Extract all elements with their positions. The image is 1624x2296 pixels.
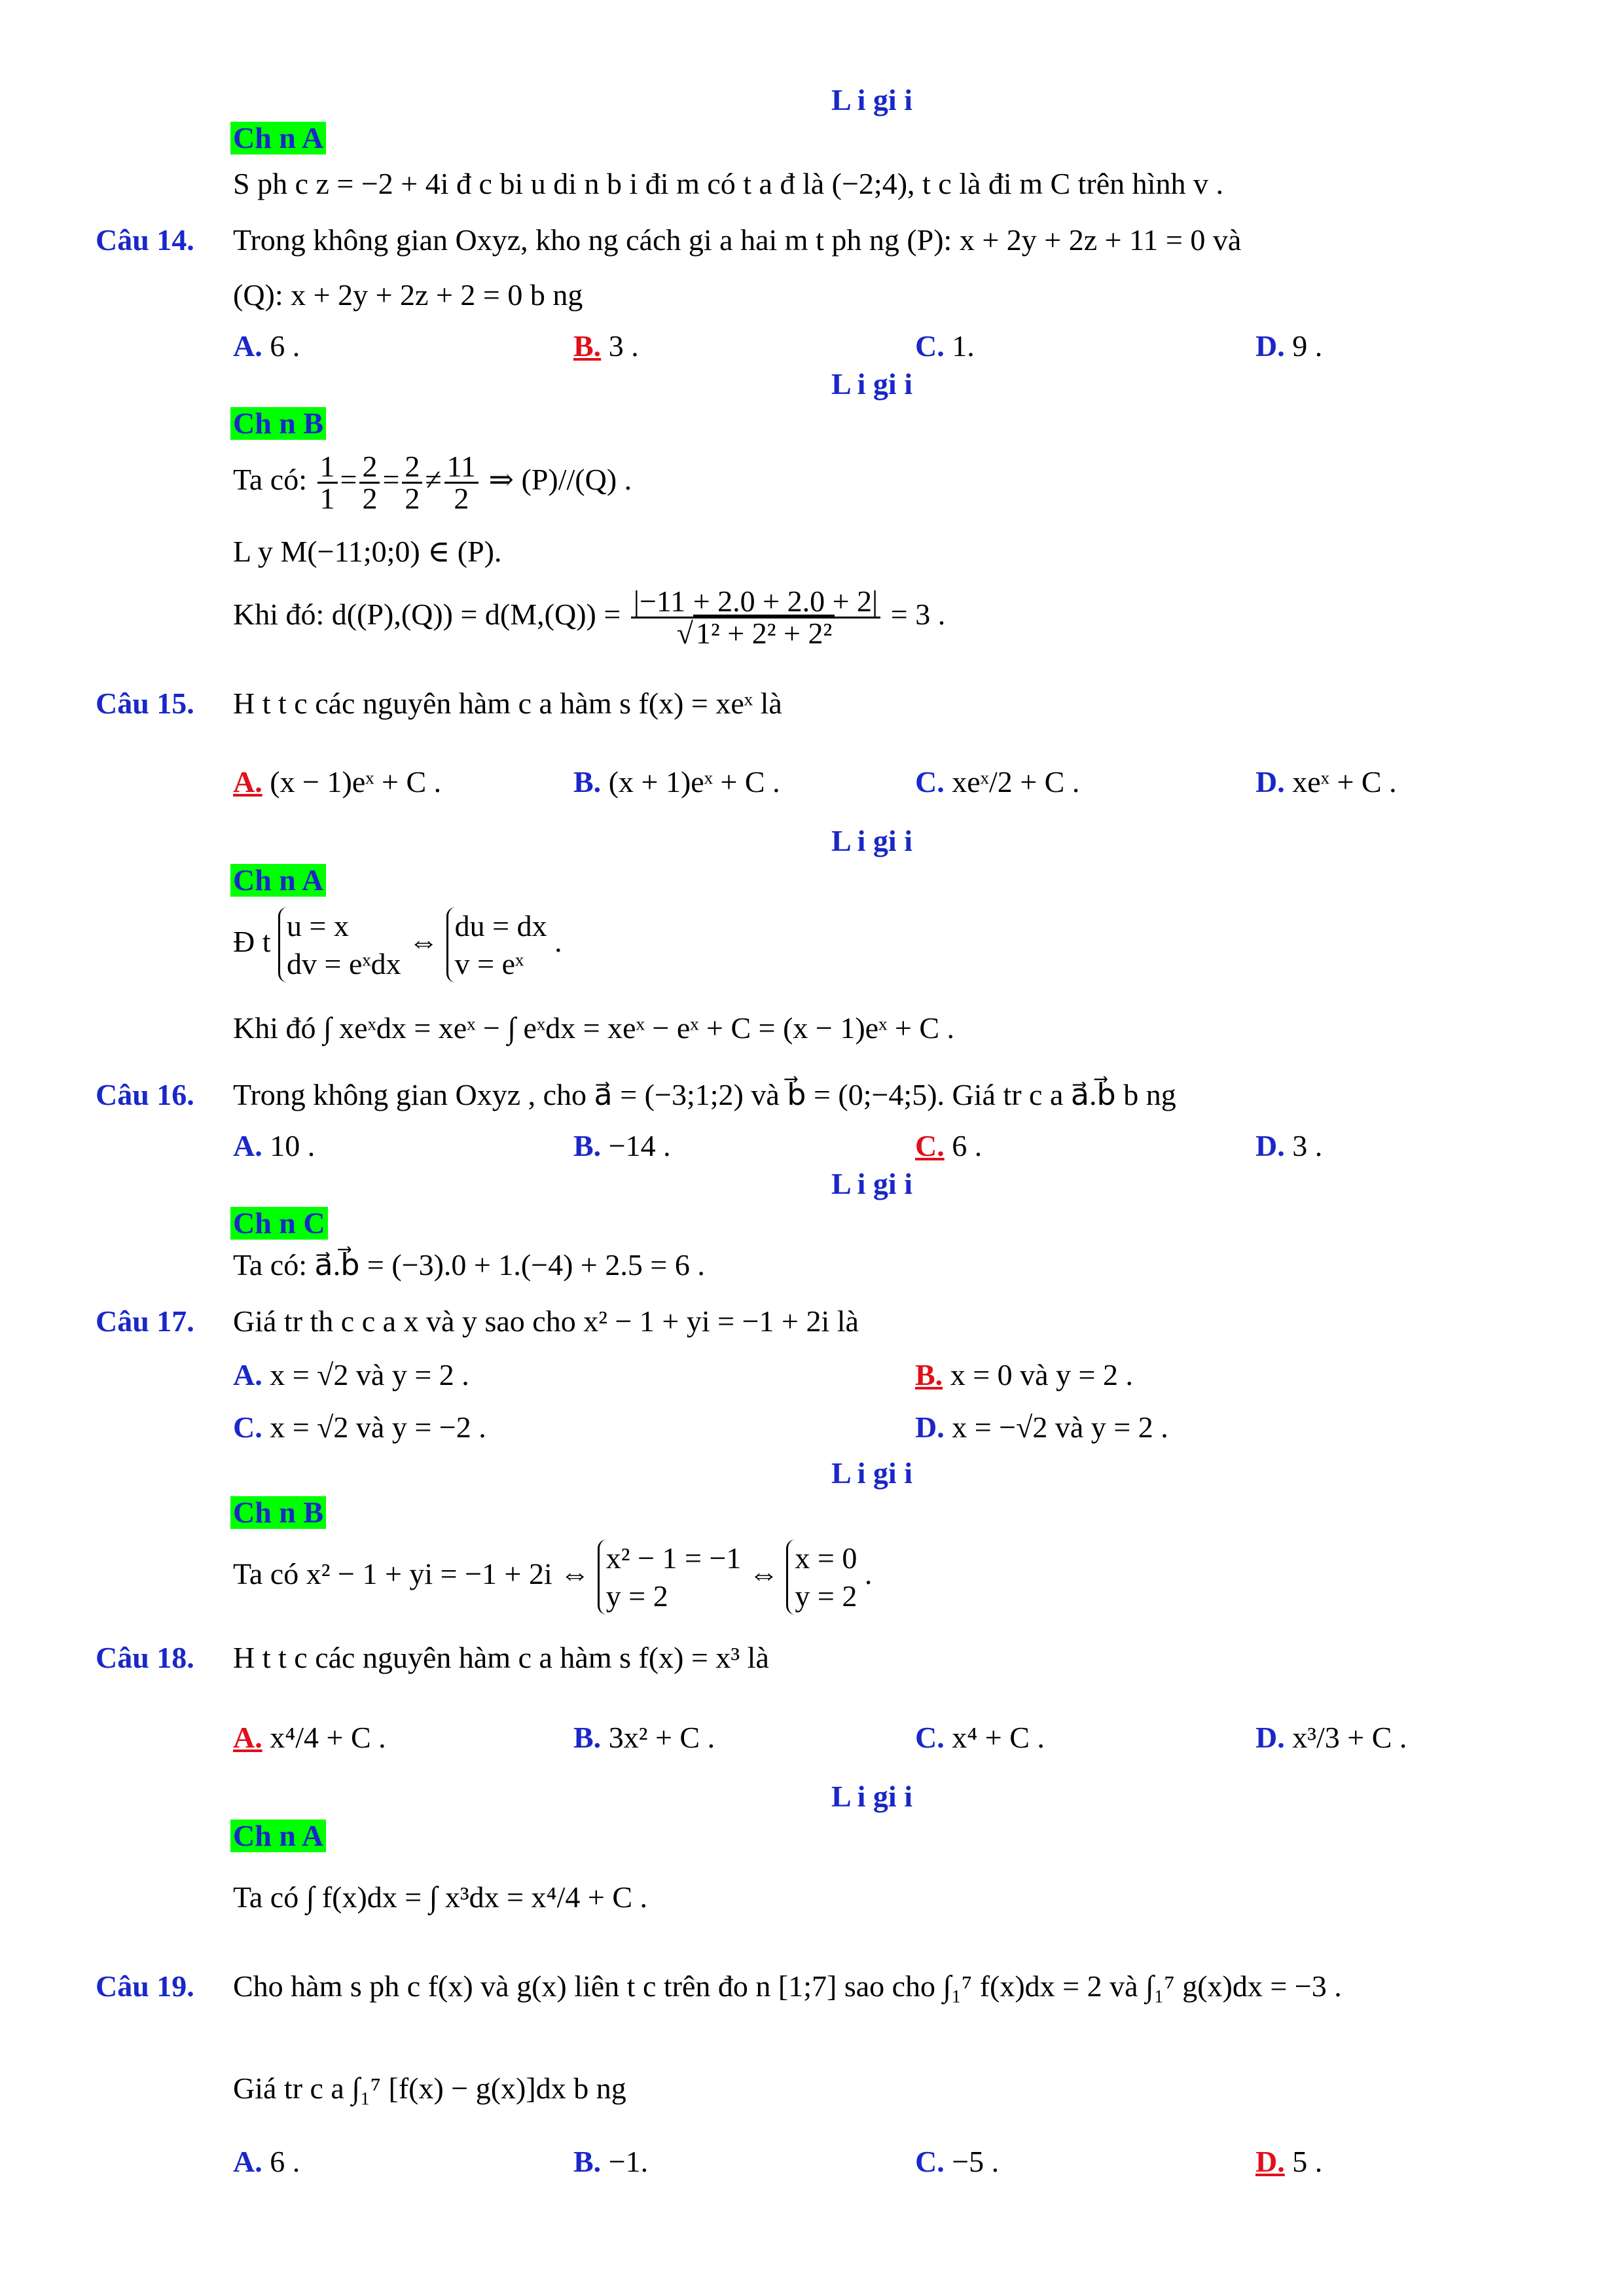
solution-heading: L i gi i [831, 824, 912, 857]
question-text-16: Trong không gian Oxyz , cho a⃗ = (−3;1;2) và b⃗ = (0;−4;5). Giá tr c a a⃗.b⃗ b ng [233, 1078, 1176, 1111]
solution-heading: L i gi i [831, 83, 912, 117]
option-b-q14: B. 3 . [573, 329, 639, 363]
option-a-q18: A. x⁴/4 + C . [233, 1721, 386, 1754]
question-label-14: Câu 14. [96, 223, 194, 257]
question-label-15: Câu 15. [96, 687, 194, 720]
question-text-19: Cho hàm s ph c f(x) và g(x) liên t c trên đo n [1;7] sao cho ∫₁⁷ f(x)dx = 2 và ∫₁⁷ g(x)dx = −3 . [233, 1969, 1342, 2003]
option-d-q18: D. x³/3 + C . [1255, 1721, 1407, 1754]
system-brace: u = x dv = eˣdx [278, 907, 401, 982]
question-text-18: H t t c các nguyên hàm c a hàm s f(x) = x³ là [233, 1641, 769, 1674]
option-c-q18: C. x⁴ + C . [915, 1721, 1045, 1754]
solution-heading: L i gi i [831, 367, 912, 401]
question-label-17: Câu 17. [96, 1304, 194, 1338]
system-brace: du = dx v = eˣ [446, 907, 547, 982]
question-label-19: Câu 19. [96, 1969, 194, 2003]
question-text-19-cont: Giá tr c a ∫₁⁷ [f(x) − g(x)]dx b ng [233, 2072, 626, 2105]
system-brace: x = 0 y = 2 [786, 1539, 857, 1615]
option-b-q18: B. 3x² + C . [573, 1721, 715, 1754]
option-b-q16: B. −14 . [573, 1129, 671, 1162]
question-text-17: Giá tr th c c a x và y sao cho x² − 1 + yi = −1 + 2i là [233, 1304, 859, 1338]
chosen-answer-q16: Ch n C [230, 1207, 328, 1240]
option-b-q19: B. −1. [573, 2145, 649, 2178]
option-a-q15: A. (x − 1)eˣ + C . [233, 765, 442, 798]
option-a-q17: A. x = √2 và y = 2 . [233, 1358, 469, 1391]
solution-line-q18-1: Ta có ∫ f(x)dx = ∫ x³dx = x⁴/4 + C . [233, 1880, 647, 1914]
chosen-answer-q14: Ch n B [230, 407, 326, 440]
solution-heading: L i gi i [831, 1167, 912, 1200]
option-d-q17: D. x = −√2 và y = 2 . [915, 1410, 1168, 1444]
question-text-15: H t t c các nguyên hàm c a hàm s f(x) = xeˣ là [233, 687, 782, 720]
solution-line-q14-2: L y M(−11;0;0) ∈ (P). [233, 535, 502, 568]
option-c-q19: C. −5 . [915, 2145, 1000, 2178]
option-c-q16: C. 6 . [915, 1129, 983, 1162]
option-c-q17: C. x = √2 và y = −2 . [233, 1410, 486, 1444]
option-d-q15: D. xeˣ + C . [1255, 765, 1397, 798]
chosen-answer-q18: Ch n A [230, 1820, 326, 1852]
chosen-answer-q17: Ch n B [230, 1496, 326, 1529]
option-d-q19: D. 5 . [1255, 2145, 1323, 2178]
option-d-q14: D. 9 . [1255, 329, 1323, 363]
option-c-q14: C. 1. [915, 329, 975, 363]
fraction: $\frac{2}{2}$ [402, 452, 422, 514]
option-c-q15: C. xeˣ/2 + C . [915, 765, 1080, 798]
solution-heading: L i gi i [831, 1780, 912, 1813]
solution-line-q15-2: Khi đó ∫ xeˣdx = xeˣ − ∫ eˣdx = xeˣ − eˣ + C = (x − 1)eˣ + C . [233, 1011, 955, 1045]
fraction: $\frac{2}{2}$ [359, 452, 380, 514]
option-b-q15: B. (x + 1)eˣ + C . [573, 765, 780, 798]
system-brace: x² − 1 = −1 y = 2 [598, 1539, 742, 1615]
question-text-14: Trong không gian Oxyz, kho ng cách gi a hai m t ph ng (P): x + 2y + 2z + 11 = 0 và [233, 223, 1242, 257]
option-d-q16: D. 3 . [1255, 1129, 1323, 1162]
question-text-14-cont: (Q): x + 2y + 2z + 2 = 0 b ng [233, 278, 583, 312]
option-a-q16: A. 10 . [233, 1129, 316, 1162]
distance-fraction: $\frac{|-11 + 2.0 + 2.0 + 2|}{\text{√1² + 2² + 2²}}$ [631, 586, 880, 649]
question-label-18: Câu 18. [96, 1641, 194, 1674]
option-a-q14: A. 6 . [233, 329, 300, 363]
solution-line-q16-1: Ta có: a⃗.b⃗ = (−3).0 + 1.(−4) + 2.5 = 6 . [233, 1248, 705, 1282]
solution-line-q17-1: Ta có x² − 1 + yi = −1 + 2i ⇔ x² − 1 = −1 y = 2 ⇔ x = 0 y = 2 . [233, 1539, 872, 1615]
fraction: $\frac{11}{2}$ [444, 452, 478, 514]
question-label-16: Câu 16. [96, 1078, 194, 1111]
chosen-answer-q13: Ch n A [230, 122, 326, 154]
solution-heading: L i gi i [831, 1456, 912, 1490]
solution-line-q14-3: Khi đó: d((P),(Q)) = d(M,(Q)) = $\frac{|-11 + 2.0 + 2.0 + 2|}{\text{√1² + 2² + 2²}}$ = 3 . [233, 584, 946, 650]
solution-line-q14-1: Ta có: $\frac{1}{1}$ = $\frac{2}{2}$ = $\frac{2}{2}$ ≠ $\frac{11}{2}$ ⇒ (P)//(Q) . [233, 450, 632, 515]
solution-line-q15-1: Đ t u = x dv = eˣdx ⇔ du = dx v = eˣ . [233, 907, 562, 982]
option-b-q17: B. x = 0 và y = 2 . [915, 1358, 1133, 1391]
solution-text-q13: S ph c z = −2 + 4i đ c bi u di n b i đi m có t a đ là (−2;4), t c là đi m C trên hình v . [233, 167, 1223, 200]
fraction: $\frac{1}{1}$ [317, 452, 338, 514]
option-a-q19: A. 6 . [233, 2145, 300, 2178]
chosen-answer-q15: Ch n A [230, 864, 326, 897]
